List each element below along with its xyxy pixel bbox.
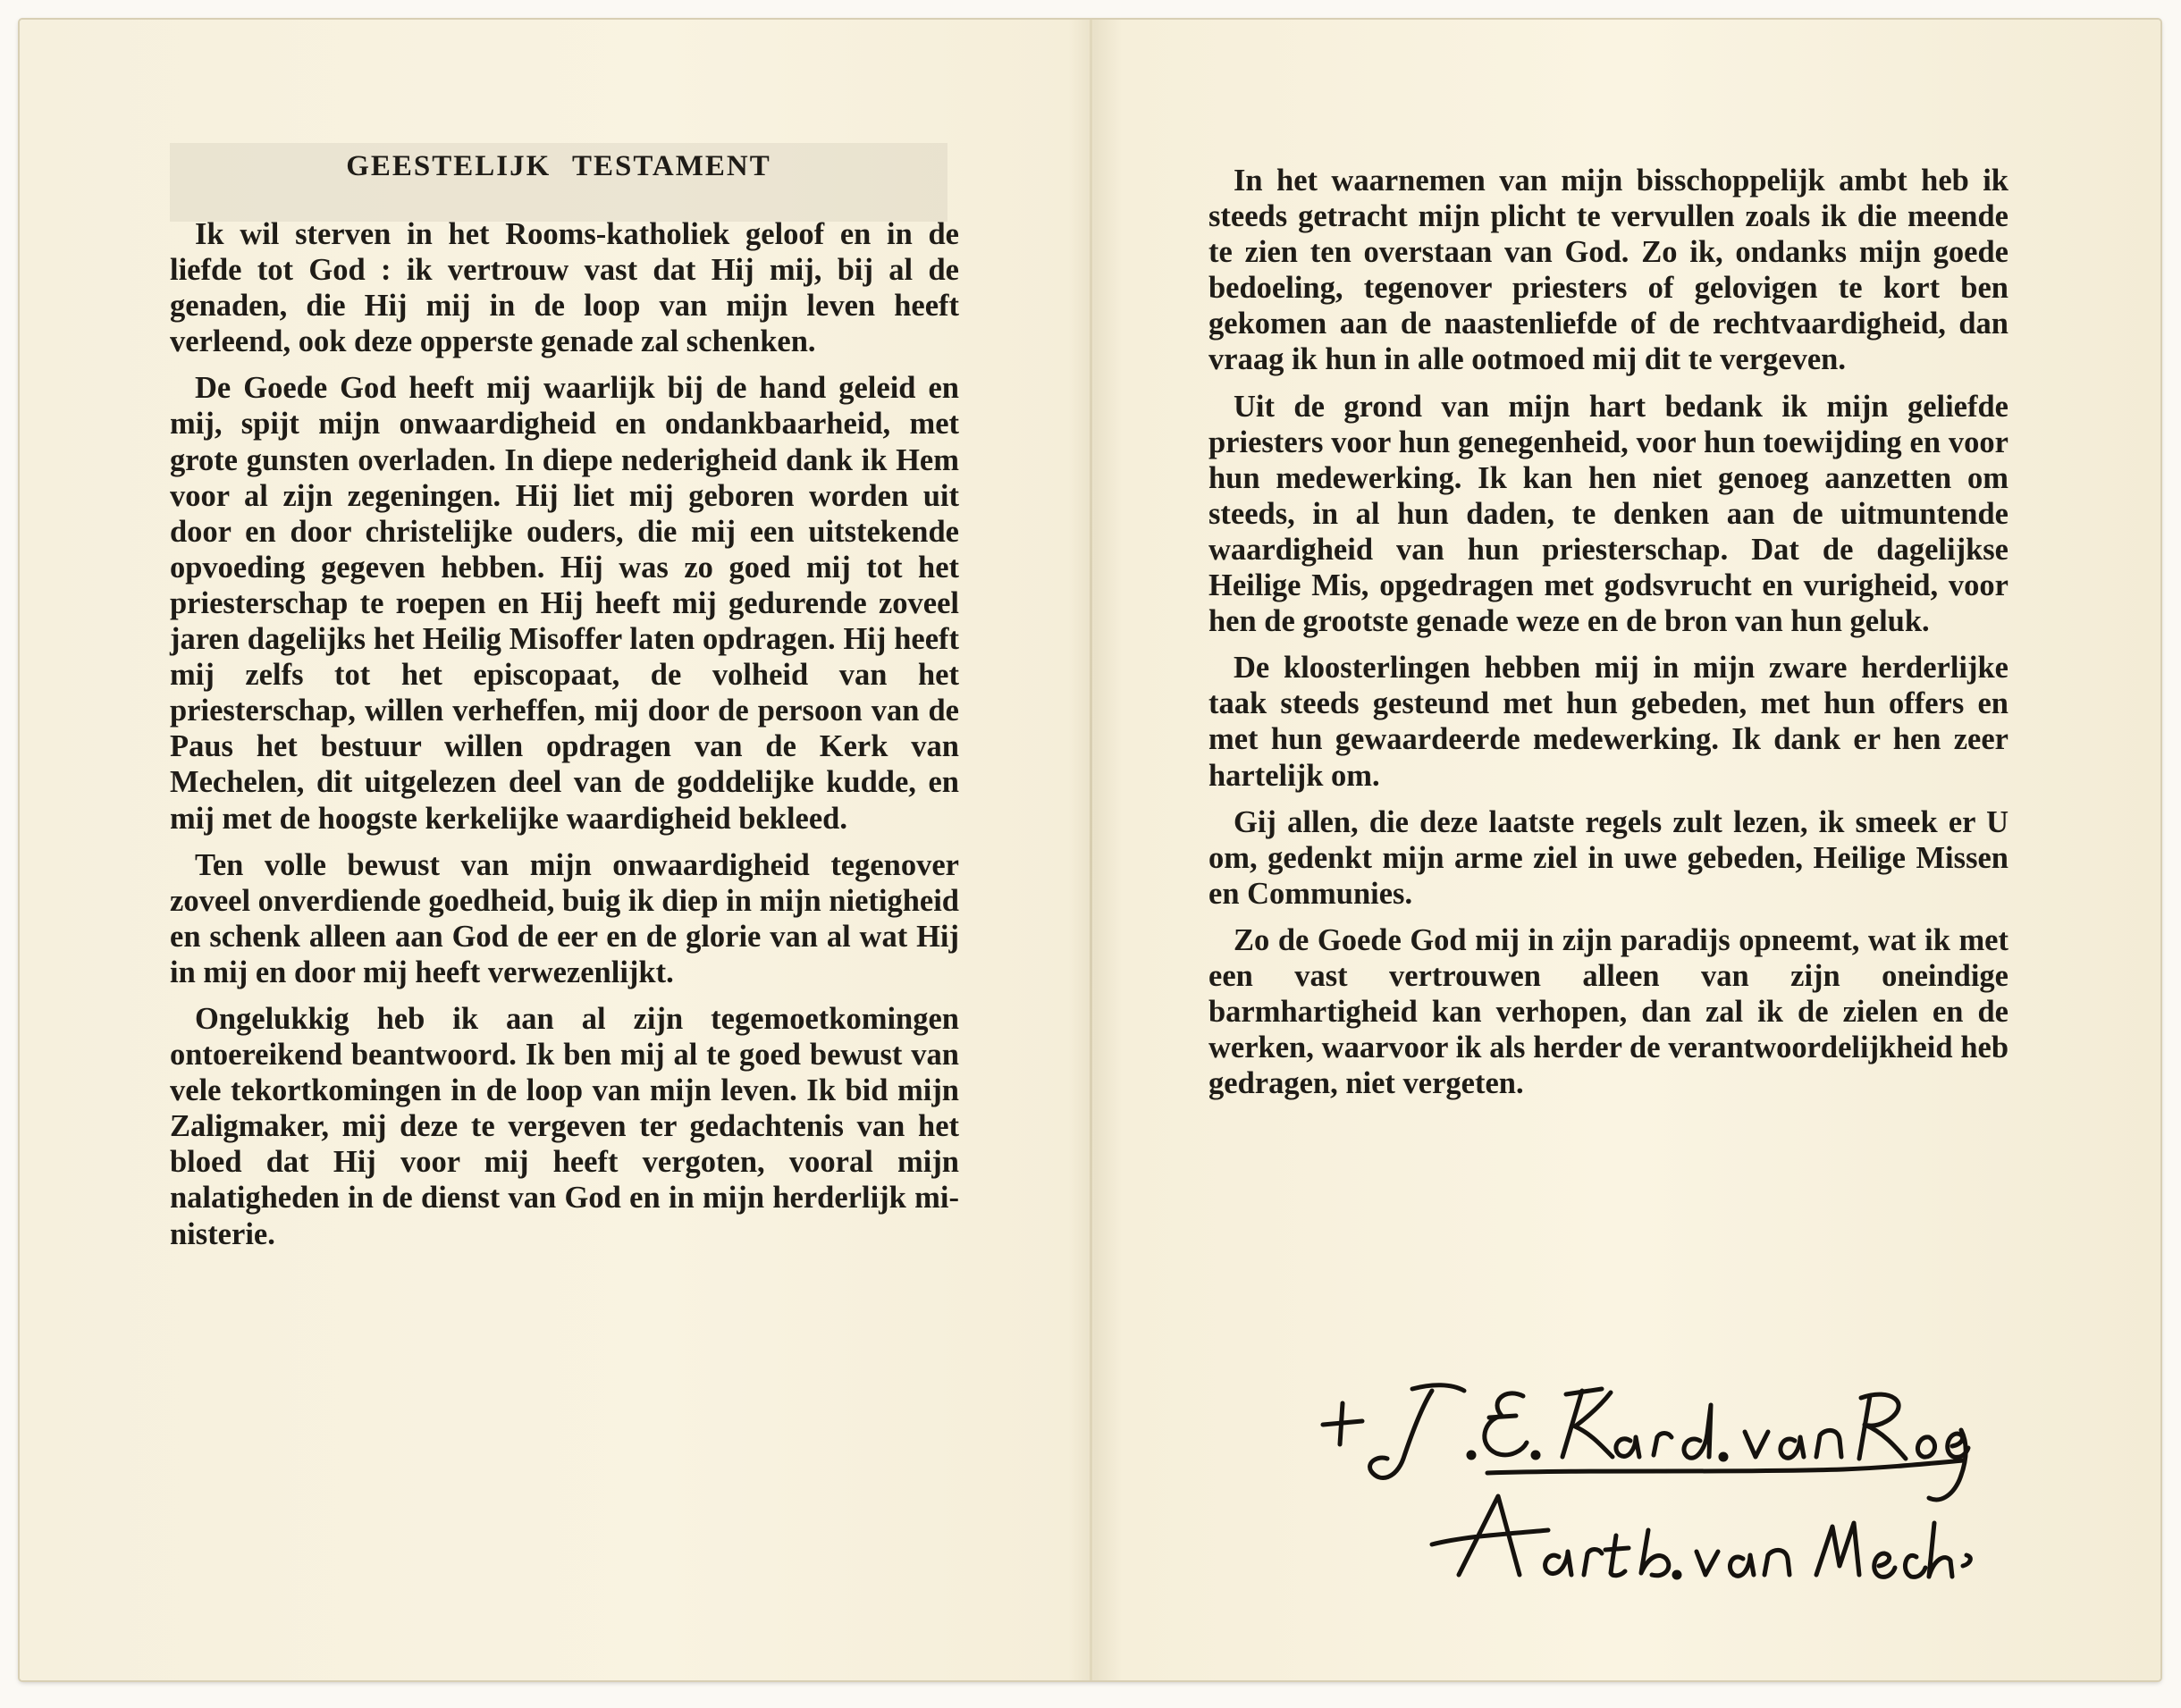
right-page <box>1092 20 2160 1680</box>
paragraph: Gij allen, die deze laatste regels zult lezen, ik smeek er U om, gedenkt mijn arme ziel in uwe gebeden, Heilige Missen en Communies. <box>1208 804 2008 911</box>
paragraph: Ik wil sterven in het Rooms-katholiek geloof en in de liefde tot God : ik vertrouw vast dat Hij mij, bij al de genaden, die Hij mij in de loop van mijn leven heeft verleend, ook deze opperste genade zal schenken. <box>170 217 959 359</box>
paragraph: De kloosterlingen hebben mij in mijn zware herderlijke taak steeds gesteund met hun gebeden, met hun offers en met hun gewaardeerde medewerking. Ik dank er hen zeer hartelijk om. <box>1208 651 2008 793</box>
page-title: GEESTELIJK TESTAMENT <box>346 150 771 182</box>
paragraph: Ongelukkig heb ik aan al zijn tegemoetkomingen ontoereikend beantwoord. Ik ben mij al te goed bewust van vele tekortkomingen in de loop van mijn leven. Ik bid mijn Zaligmaker, mij deze te vergeven ter gedachtenis van het bloed dat Hij voor mij heeft vergoten, vooral mijn nalatigheden in de dienst van God en in mijn herderlijk ministerie. <box>170 1001 959 1251</box>
paragraph: Ten volle bewust van mijn onwaardigheid tegenover zoveel onverdiende goedheid, buig ik diep in mijn nietigheid en schenk alleen aan God de eer en de glorie van al wat Hij in mij en door mij heeft verwezenlijkt. <box>170 847 959 989</box>
paragraph: Uit de grond van mijn hart bedank ik mijn geliefde priesters voor hun genegenheid, voor hun toewijding en voor hun medewerking. Ik kan hen niet genoeg aanzetten om steeds, in al hun daden, te denken aan de uitmuntende waardigheid van hun priesterschap. Dat de dagelijkse Heilige Mis, opgedragen met godsvrucht en vurigheid, voor hen de grootste genade weze en de bron van hun geluk. <box>1208 389 2008 639</box>
handwritten-signature <box>1298 1369 1977 1593</box>
right-text-block <box>1208 163 2008 1112</box>
paragraph: In het waarnemen van mijn bisschoppelijk ambt heb ik steeds getracht mijn plicht te vervullen zoals ik die meende te zien ten overstaan van God. Zo ik, ondanks mijn goede bedoeling, tegenover priesters of gelovigen te kort ben gekomen aan de naastenliefde of de rechtvaardigheid, dan vraag ik hun in alle ootmoed mij dit te vergeven. <box>1208 164 2008 377</box>
memorial-card <box>20 20 2160 1680</box>
paragraph: Zo de Goede God mij in zijn paradijs opneemt, wat ik met een vast vertrouwen alleen van zijn oneindige barmhartigheid kan verhopen, dan zal ik de zielen en de werken, waarvoor ik als herder de verantwoordelijkheid heb gedragen, niet vergeten. <box>1208 922 2008 1101</box>
left-page <box>20 20 1090 1680</box>
paragraph: De Goede God heeft mij waarlijk bij de hand geleid en mij, spijt mijn onwaardigheid en ondankbaarheid, met grote gunsten overladen. In diepe nederigheid dank ik Hem voor al zijn zegeningen. Hij liet mij geboren worden uit door en door christelijke ouders, die mij een uitstekende opvoeding gegeven hebben. Hij was zo goed mij tot het priesterschap te roepen en Hij heeft mij gedurende zoveel jaren dagelijks het Heilig Misoffer laten opdragen. Hij heeft mij zelfs tot het episcopaat, de volheid van het priesterschap, willen verheffen, mij door de persoon van de Paus het bestuur willen opdragen van de Kerk van Mechelen, dit uitgelezen deel van de goddelijke kudde, en mij met de hoogste kerkelijke waardigheid bekleed. <box>170 371 959 836</box>
left-text-block <box>170 216 959 1263</box>
